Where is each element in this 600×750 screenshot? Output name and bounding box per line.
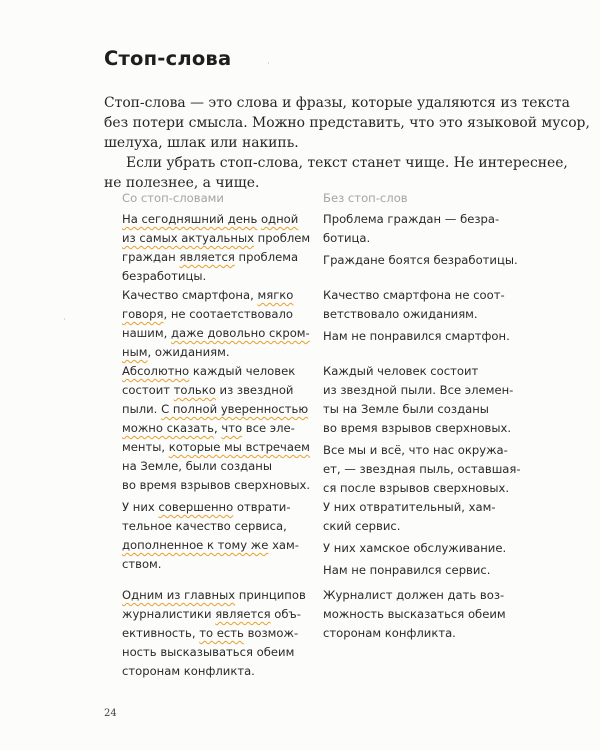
stop-word: только — [173, 383, 216, 397]
text-segment: во время взрывов сверхновых. — [122, 478, 311, 492]
text-line — [323, 605, 506, 624]
text-line — [323, 586, 506, 605]
text-segment: тельное качество сервиса, — [122, 519, 287, 533]
text-segment: граждан — [122, 250, 180, 264]
text-line — [122, 400, 310, 419]
left-sentence — [122, 362, 310, 495]
stop-word: является — [179, 250, 235, 264]
stop-word: говоря — [122, 307, 164, 321]
text-line — [122, 643, 306, 662]
stop-word: дополненное к тому же — [122, 538, 269, 552]
text-segment: ты на Земле были созданы — [323, 402, 489, 416]
text-segment: возмож- — [243, 626, 299, 640]
text-line — [323, 229, 518, 248]
stop-word: мягко — [257, 288, 294, 302]
left-sentence — [122, 498, 299, 574]
intro-line: без потери смысла. Можно представить, что это языковой мусор, — [104, 115, 590, 131]
text-line — [323, 381, 521, 400]
left-example-5 — [122, 586, 306, 681]
intro-line: не полезнее, а чище. — [104, 175, 260, 191]
text-segment: ет, — звездная пыль, оставшая- — [323, 462, 521, 476]
text-line — [323, 327, 510, 346]
text-line — [323, 400, 521, 419]
text-line — [122, 662, 306, 681]
left-example-3 — [122, 362, 310, 495]
right-sentence — [323, 251, 518, 270]
text-line — [323, 305, 510, 324]
right-example-3 — [323, 362, 521, 498]
text-segment: Нам не понравился смартфон. — [323, 329, 510, 343]
text-segment: Проблема граждан — безра- — [323, 212, 500, 226]
stop-word: ным — [122, 345, 148, 359]
text-line — [122, 229, 310, 248]
text-line — [122, 305, 310, 324]
text-segment: на Земле, были созданы — [122, 459, 273, 473]
right-sentence — [323, 210, 518, 248]
text-line — [122, 267, 310, 286]
scan-mark — [268, 62, 269, 64]
section-heading: Стоп-слова — [104, 47, 232, 70]
stop-word: которые мы встречаем — [168, 440, 310, 454]
text-segment: пыли. — [122, 402, 162, 416]
text-line — [323, 460, 521, 479]
text-line — [122, 210, 310, 229]
text-line — [122, 457, 310, 476]
text-segment: сторонам конфликта. — [323, 626, 456, 640]
text-line — [323, 362, 521, 381]
text-line — [323, 498, 506, 517]
text-segment: сторонам конфликта. — [122, 664, 255, 678]
intro-line: шелуха, шлак или накипь. — [104, 135, 299, 151]
text-segment: все эле- — [242, 421, 295, 435]
left-sentence — [122, 286, 310, 362]
stop-word: На сегодняшний день — [122, 212, 258, 226]
text-line — [122, 498, 299, 517]
left-sentence — [122, 586, 306, 681]
page-number: 24 — [104, 708, 117, 719]
text-segment: У них хамское обслуживание. — [323, 541, 507, 555]
right-example-1 — [323, 210, 518, 270]
text-line — [122, 419, 310, 438]
text-line — [323, 251, 518, 270]
right-sentence — [323, 362, 521, 438]
stop-word: можно сказать — [122, 421, 214, 435]
text-segment: каждый человек — [189, 364, 296, 378]
left-column-title: Со стоп-словами — [122, 191, 224, 205]
text-line — [122, 517, 299, 536]
stop-word: то есть — [199, 626, 244, 640]
text-segment: ся после взрывов сверхновых. — [323, 481, 510, 495]
text-segment: Все мы и всё, что нас окружа- — [323, 443, 508, 457]
text-segment: У них — [122, 500, 159, 514]
left-example-1 — [122, 210, 310, 286]
left-example-2 — [122, 286, 310, 362]
right-example-5 — [323, 586, 506, 643]
text-line — [323, 539, 506, 558]
text-line — [122, 324, 310, 343]
text-line — [323, 286, 510, 305]
text-segment: , не соотаетствовало — [163, 307, 294, 321]
text-line — [122, 605, 306, 624]
text-line — [323, 210, 518, 229]
text-segment: ботица. — [323, 231, 371, 245]
text-line — [323, 441, 521, 460]
text-segment: Нам не понравился сервис. — [323, 563, 491, 577]
text-segment: , — [213, 421, 222, 435]
text-segment: хам- — [268, 538, 299, 552]
text-segment: состоит — [122, 383, 174, 397]
right-sentence — [323, 498, 506, 536]
right-sentence — [323, 286, 510, 324]
stop-word: что — [221, 421, 243, 435]
right-column-title: Без стоп-слов — [323, 191, 408, 205]
scan-mark — [64, 318, 65, 320]
text-segment: ский сервис. — [323, 519, 401, 533]
text-segment: Граждане боятся безработицы. — [323, 253, 518, 267]
left-example-4 — [122, 498, 299, 574]
text-segment: Каждый человек состоит — [323, 364, 479, 378]
text-line — [122, 555, 299, 574]
right-sentence — [323, 441, 521, 498]
text-line — [122, 438, 310, 457]
text-segment: , ожиданиям. — [147, 345, 230, 359]
text-segment: безработицы. — [122, 269, 207, 283]
text-line — [122, 586, 306, 605]
text-line — [323, 624, 506, 643]
stop-word: совершенно — [158, 500, 234, 514]
text-segment: проблема — [234, 250, 299, 264]
stop-word: одной — [260, 212, 299, 226]
text-segment: ективность, — [122, 626, 200, 640]
text-line — [323, 561, 506, 580]
right-sentence — [323, 586, 506, 643]
text-segment: из звездной пыли. Все элемен- — [323, 383, 514, 397]
stop-word: является — [215, 607, 271, 621]
text-line — [323, 517, 506, 536]
stop-word: даже довольно скром- — [170, 326, 310, 340]
stop-word: Абсолютно — [122, 364, 190, 378]
text-line — [323, 479, 521, 498]
text-line — [122, 286, 310, 305]
text-segment: Качество смартфона не соот- — [323, 288, 505, 302]
text-segment: во время взрывов сверхновых. — [323, 421, 512, 435]
intro-paragraph — [104, 93, 590, 193]
text-segment: принципов — [235, 588, 306, 602]
text-line — [122, 343, 310, 362]
text-segment: ством. — [122, 557, 162, 571]
text-segment: журналистики — [122, 607, 216, 621]
right-sentence — [323, 539, 506, 558]
text-segment: отврати- — [233, 500, 291, 514]
text-segment: У них отвратительный, хам- — [323, 500, 496, 514]
text-line — [122, 476, 310, 495]
text-segment: из звездной — [215, 383, 294, 397]
stop-word: из самых актуальных — [122, 231, 254, 245]
text-segment: ность высказываться обеим — [122, 645, 295, 659]
text-line — [122, 381, 310, 400]
right-sentence — [323, 327, 510, 346]
text-line — [122, 536, 299, 555]
text-segment: объ- — [270, 607, 301, 621]
text-segment: Качество смартфона, — [122, 288, 258, 302]
left-sentence — [122, 210, 310, 286]
stop-word: С полной уверенностью — [161, 402, 309, 416]
text-line — [122, 362, 310, 381]
intro-line: Если убрать стоп-слова, текст станет чище. Не интереснее, — [126, 155, 568, 171]
text-segment: можность высказаться обеим — [323, 607, 506, 621]
stop-word: Одним из главных — [122, 588, 236, 602]
text-segment: менты, — [122, 440, 169, 454]
intro-line: Стоп-слова — это слова и фразы, которые удаляются из текста — [104, 95, 570, 111]
text-line — [122, 624, 306, 643]
text-segment: нашим, — [122, 326, 171, 340]
right-example-2 — [323, 286, 510, 346]
text-segment: проблем — [253, 231, 311, 245]
right-example-4 — [323, 498, 506, 580]
text-segment: ветствовало ожиданиям. — [323, 307, 478, 321]
right-sentence — [323, 561, 506, 580]
text-line — [122, 248, 310, 267]
text-segment: Журналист должен дать воз- — [323, 588, 505, 602]
text-line — [323, 419, 521, 438]
